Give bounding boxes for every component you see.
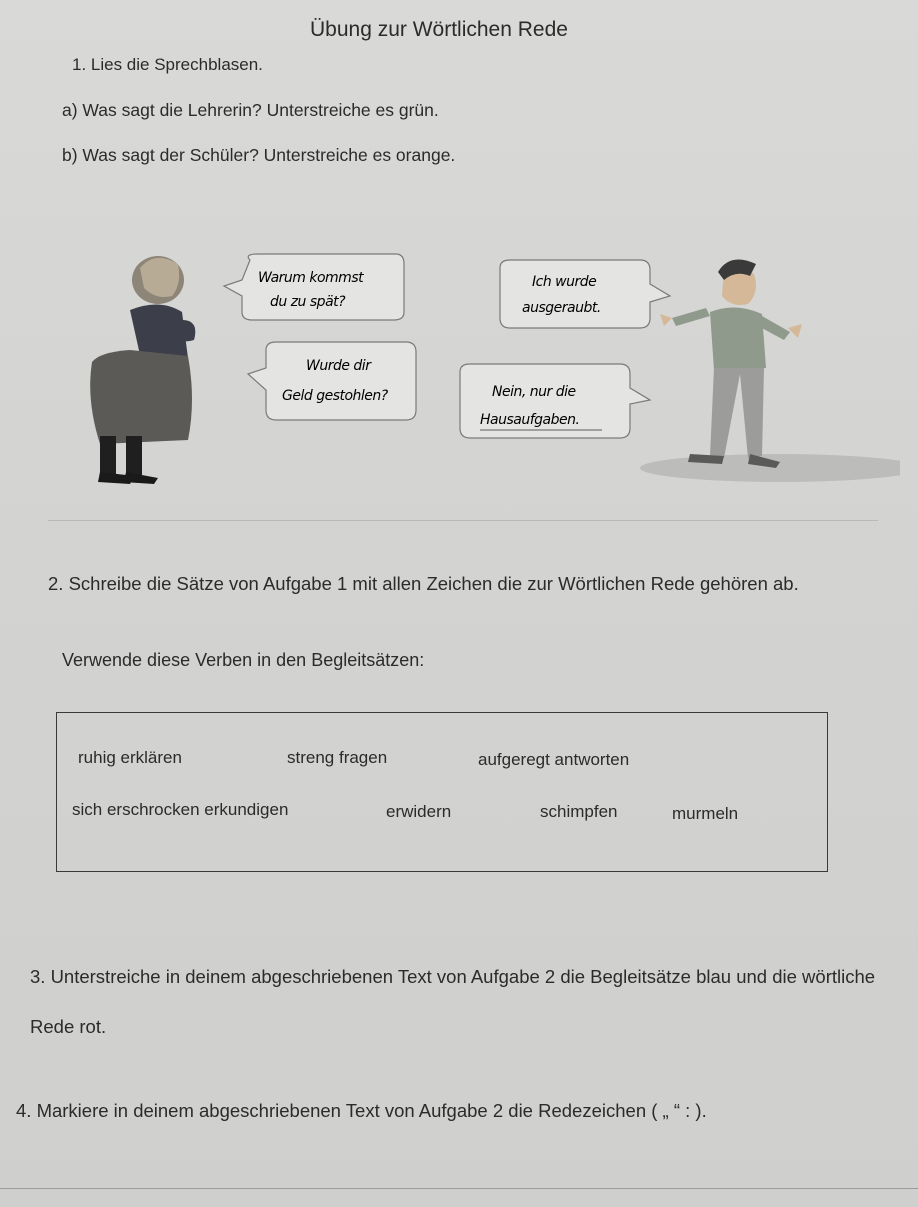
verb-item: murmeln xyxy=(672,804,739,823)
verb-item: aufgeregt antworten xyxy=(478,750,630,769)
section-divider xyxy=(48,520,878,521)
bubble-teacher-2-line-2: Geld gestohlen? xyxy=(282,388,388,404)
bubble-teacher-1-line-1: Warum kommst xyxy=(258,270,364,286)
bubble-teacher-1-line-2: du zu spät? xyxy=(270,294,346,310)
speech-bubble-teacher-1 xyxy=(224,254,404,320)
task1-part-a: a) Was sagt die Lehrerin? Unterstreiche es grün. xyxy=(62,100,439,120)
task4-text: 4. Markiere in deinem abgeschriebenen Text von Aufgabe 2 die Redezeichen ( „ “ : ). xyxy=(16,1100,707,1121)
task1-heading: 1. Lies die Sprechblasen. xyxy=(72,55,263,74)
worksheet-title: Übung zur Wörtlichen Rede xyxy=(310,18,568,41)
task2-heading: 2. Schreibe die Sätze von Aufgabe 1 mit allen Zeichen die zur Wörtlichen Rede gehören ab. xyxy=(48,573,799,594)
speech-bubble-illustration xyxy=(60,240,900,500)
teacher-illustration xyxy=(90,256,195,484)
bubble-teacher-2-line-1: Wurde dir xyxy=(306,358,371,374)
verb-item: erwidern xyxy=(386,802,452,821)
student-illustration xyxy=(660,260,802,469)
bubble-student-1-line-1: Ich wurde xyxy=(532,274,597,290)
verb-item: ruhig erklären xyxy=(78,748,182,767)
speech-bubble-teacher-2 xyxy=(248,342,416,420)
verb-box xyxy=(56,712,828,872)
bubble-student-2-line-2: Hausaufgaben. xyxy=(480,412,580,428)
bubble-student-2-line-1: Nein, nur die xyxy=(492,384,576,400)
floor-shadow xyxy=(640,454,900,482)
speech-bubble-student-1 xyxy=(500,260,670,328)
verb-item: schimpfen xyxy=(540,802,618,821)
bottom-rule xyxy=(0,1188,918,1189)
task2-instruction: Verwende diese Verben in den Begleitsätzen: xyxy=(62,650,425,670)
task3-text: 3. Unterstreiche in deinem abgeschriebenen Text von Aufgabe 2 die Begleitsätze blau und die wörtliche Rede rot. xyxy=(30,966,876,1037)
verb-item: sich erschrocken erkundigen xyxy=(72,800,289,819)
task1-part-b: b) Was sagt der Schüler? Unterstreiche es orange. xyxy=(62,145,456,165)
verb-item: streng fragen xyxy=(287,748,388,767)
bubble-student-1-line-2: ausgeraubt. xyxy=(522,300,601,316)
